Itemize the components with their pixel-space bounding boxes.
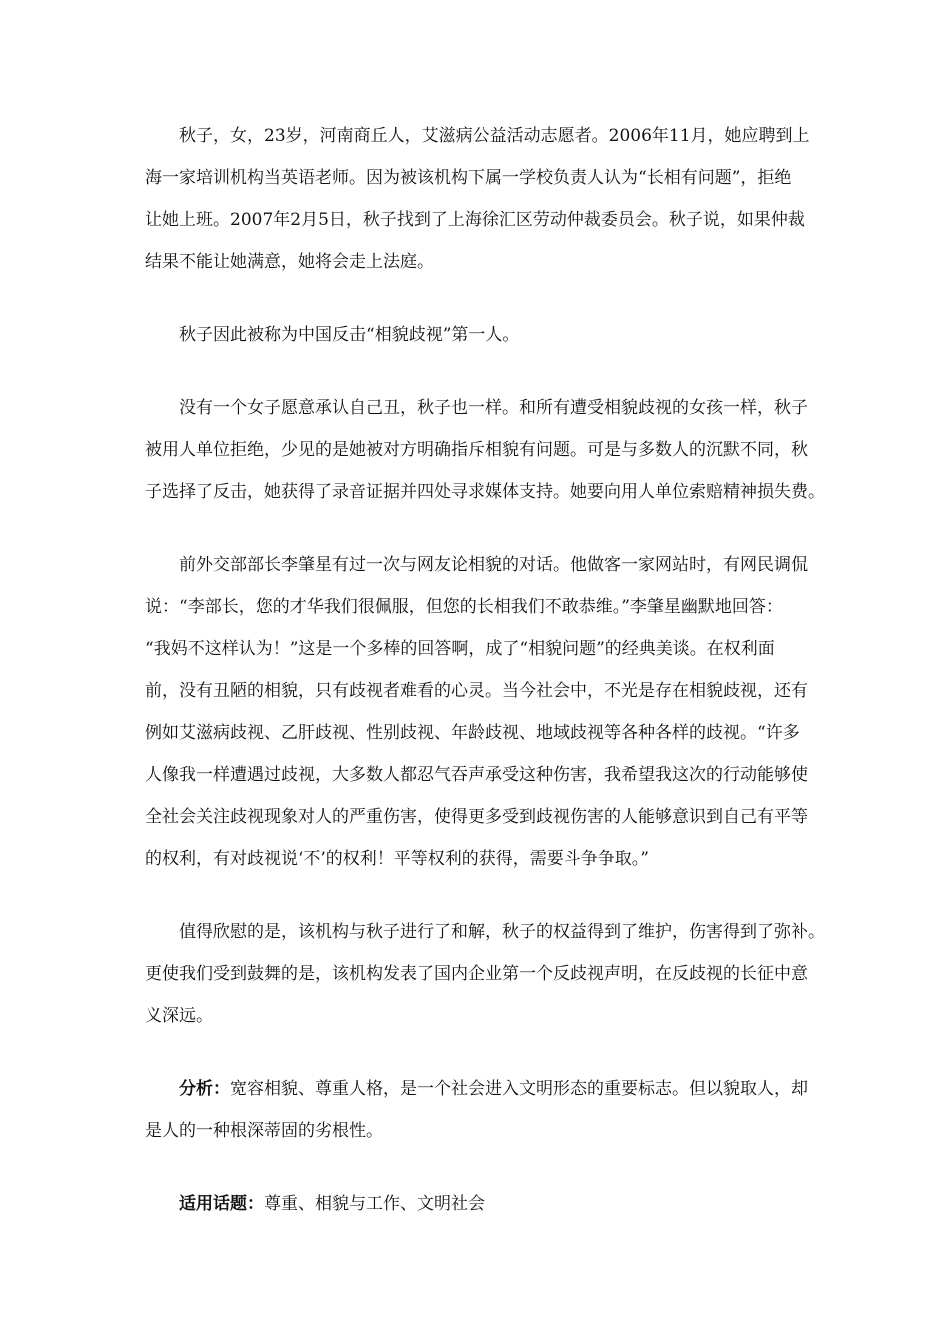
text-line — [145, 1068, 825, 1110]
text-line: 结果不能让她满意，她将会走上法庭。 — [145, 252, 434, 272]
text-line: 秋子因此被称为中国反击“相貌歧视”第一人。 — [179, 325, 520, 345]
paragraph-4 — [145, 544, 825, 880]
paragraph-3 — [145, 387, 825, 513]
text-line: 没有一个女子愿意承认自己丑，秋子也一样。和所有遭受相貌歧视的女孩一样，秋子 — [179, 398, 808, 418]
text-line: 人像我一样遭遇过歧视，大多数人都忍气吞声承受这种伤害，我希望我这次的行动能够使 — [145, 765, 808, 785]
text-line: 子选择了反击，她获得了录音证据并四处寻求媒体支持。她要向用人单位索赔精神损失费。 — [145, 482, 825, 502]
text-line: 被用人单位拒绝，少见的是她被对方明确指斥相貌有问题。可是与多数人的沉默不同，秋 — [145, 440, 808, 460]
text-line: 海一家培训机构当英语老师。因为被该机构下属一学校负责人认为“长相有问题”，拒绝 — [145, 168, 792, 188]
text-line: 值得欣慰的是，该机构与秋子进行了和解，秋子的权益得到了维护，伤害得到了弥补。 — [179, 922, 825, 942]
text-line: 是人的一种根深蒂固的劣根性。 — [145, 1121, 383, 1141]
text-line: 例如艾滋病歧视、乙肝歧视、性别歧视、年龄歧视、地域歧视等各种各样的歧视。“许多 — [145, 723, 800, 743]
text-line — [145, 1183, 825, 1225]
topics-text: 尊重、相貌与工作、文明社会 — [264, 1194, 485, 1214]
analysis-text: 宽容相貌、尊重人格，是一个社会进入文明形态的重要标志。但以貌取人，却 — [230, 1079, 808, 1099]
paragraph-2 — [145, 314, 825, 356]
text-line: “我妈不这样认为！”这是一个多棒的回答啊，成了“相貌问题”的经典美谈。在权利面 — [145, 639, 775, 659]
text-line: 前外交部部长李肇星有过一次与网友论相貌的对话。他做客一家网站时，有网民调侃 — [179, 555, 808, 575]
document-body — [145, 115, 825, 1225]
topics-paragraph — [145, 1183, 825, 1225]
text-line: 前，没有丑陋的相貌，只有歧视者难看的心灵。当今社会中，不光是存在相貌歧视，还有 — [145, 681, 808, 701]
text-line: 秋子，女，23岁，河南商丘人，艾滋病公益活动志愿者。2006年11月，她应聘到上 — [179, 126, 810, 146]
text-line: 说：“李部长，您的才华我们很佩服，但您的长相我们不敢恭维。”李肇星幽默地回答： — [145, 597, 783, 617]
text-line: 义深远。 — [145, 1006, 213, 1026]
text-line: 全社会关注歧视现象对人的严重伤害，使得更多受到歧视伤害的人能够意识到自己有平等 — [145, 807, 808, 827]
text-line: 更使我们受到鼓舞的是，该机构发表了国内企业第一个反歧视声明，在反歧视的长征中意 — [145, 964, 808, 984]
topics-label: 适用话题： — [179, 1194, 264, 1214]
text-line: 的权利，有对歧视说‘不’的权利！平等权利的获得，需要斗争争取。” — [145, 849, 649, 869]
analysis-label: 分析： — [179, 1079, 230, 1099]
paragraph-1 — [145, 115, 825, 283]
text-line: 让她上班。2007年2月5日，秋子找到了上海徐汇区劳动仲裁委员会。秋子说，如果仲裁 — [145, 210, 805, 230]
analysis-paragraph — [145, 1068, 825, 1152]
paragraph-5 — [145, 911, 825, 1037]
